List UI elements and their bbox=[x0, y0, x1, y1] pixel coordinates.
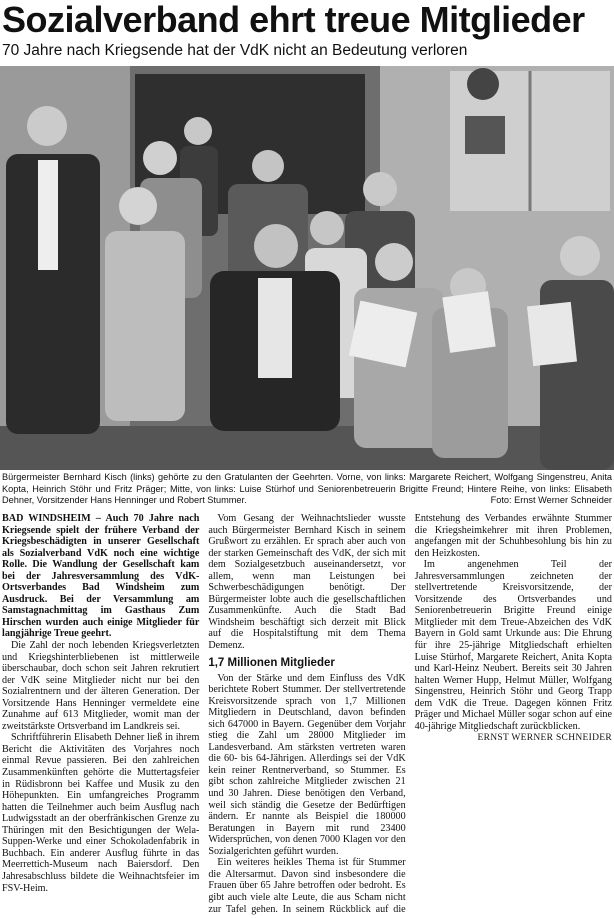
photo-credit: Foto: Ernst Werner Schneider bbox=[490, 495, 612, 505]
article-paragraph: Ein weiteres heikles Thema ist für Stummer die Altersarmut. Davon sind insbesondere die Frauen über 65 Jahre betroffen oder bedroht. Es gibt auch viele alte Leute, die aus Scham nicht zur Tafel gehen. In seinem Rückblick auf die Entstehung des Verbandes erwähnte Stummer die Kriegsheimkehrer mit ihren Problemen, angefangen mit der Schuhbesohlung bis hin zu den Heizkosten. bbox=[208, 513, 612, 915]
article-paragraph: Die Zahl der noch lebenden Kriegsverletzten und Kriegshinterbliebenen ist mittlerweile überschaubar, doch schon seit Jahren rekrutiert der VdK seine Mitglieder nicht nur bei den Sozialrentnern und der älteren Generation. Der Vorsitzende Hans Henninger vermeldete eine Zunahme auf 613 Mitglieder, womit man der zweitstärkste Ortsverband im Landkreis sei. bbox=[2, 640, 200, 732]
article-author: ERNST WERNER SCHNEIDER bbox=[477, 733, 612, 744]
caption-text: Bürgermeister Bernhard Kisch (links) gehörte zu den Gratulanten der Geehrten. Vorne, von links: Margarete Reichert, Wolfgang Singenstreu, Anita Kopta, Heinrich Stöhr und Fritz Präger; Mitte, von links: Luise Stürhof und Seniorenbetreuerin Brigitte Freund; Hintere Reihe, von links: Elisabeth Dehner, Vorsitzender Hans Henninger und Robert Stummer. bbox=[2, 472, 612, 505]
article-body bbox=[2, 513, 612, 916]
article-paragraph: Im angenehmen Teil der Jahresversammlungen zeichneten der stellvertretende Kreisvorsitzende, der Vorsitzende des Ortsverbandes und Seniorenbetreuerin Brigitte Freund einige Mitglieder mit dem Treue-Abzeichen des VdK Bayern in Gold samt Urkunde aus: Die Ehrung für ihre 25-jährige Mitgliedschaft erhielten Luise Stürhof, Margarete Reichert, Anita Kopta und Karl-Heinz Neubert. Bereits seit 30 Jahren halten Werner Hupp, Helmut Müller, Wolfgang Singenstreu, Heinrich Stöhr und Georg Trapp dem VdK die Treue. Dagegen können Fritz Präger und Michael Müller sogar schon auf eine 40-jährige Mitgliedschaft zurückblicken. bbox=[414, 559, 612, 732]
article-paragraph: Vom Gesang der Weihnachtslieder wusste auch Bürgermeister Bernhard Kisch in seinem Grußwort zu erzählen. Er sprach aber auch von der starken Gemeinschaft des VdK, der sich mit dem Sozialgesetzbuch auseinandersetzt, vor allem, wenn man Leistungen bei Schwerbeschädigungen benötigt. Der Bürgermeister lobte auch die gesellschaftlichen Zusammenkünfte. Auch die Stadt Bad Windsheim beschäftigt sich derzeit mit Blick auf die Hospitalstiftung mit dem Thema Demenz. bbox=[208, 513, 406, 652]
article-lead: BAD WINDSHEIM – Auch 70 Jahre nach Kriegsende spielt der frühere Verband der Kriegsbeschädigten in unserer Gesellschaft als Sozialverband VdK noch eine wichtige Rolle. Die Wandlung der Gesellschaft kam bei der Jahresversammlung des VdK-Ortsverbandes Bad Windsheim zum Ausdruck. Bei der Versammlung am Samstagnachmittag im Gasthaus Zum Hirschen wurden auch einige Mitglieder für langjährige Treue geehrt. bbox=[2, 513, 200, 640]
headline: Sozialverband ehrt treue Mitglieder bbox=[2, 0, 585, 40]
group-photo bbox=[0, 66, 614, 470]
article-subheading: 1,7 Millionen Mitglieder bbox=[208, 656, 335, 669]
article-paragraph: Schriftführerin Elisabeth Dehner ließ in ihrem Bericht die Aktivitäten des Vorjahres noch einmal Revue passieren. Bei den zahlreichen Zusammenkünften gehörte die Muttertagsfeier in Rüdisbronn bei Kaffee und Musik zu den Höhepunkten. Ein umfangreiches Programm hatten die Teilnehmer auch beim Ausflug nach Ludwigsstadt an der oberfränkischen Grenze zu Thüringen mit den Besichtigungen der Wela-Suppen-Werke und einer Schokoladenfabrik in Buchbach. Ein anderer Ausflug führte in das Meerrettich-Museum nach Baiersdorf. Den Jahresabschluss bildete die Weihnachtsfeier im FSV-Heim. bbox=[2, 732, 200, 894]
subheadline: 70 Jahre nach Kriegsende hat der VdK nicht an Bedeutung verloren bbox=[2, 42, 468, 59]
article-paragraph: Von der Stärke und dem Einfluss des VdK berichtete Robert Stummer. Der stellvertretende Kreisvorsitzende sprach von 1,7 Millionen Mitgliedern in Deutschland, davon befinden sich 647000 in Bayern. Gegenüber dem Vorjahr stieg die Zahl um 28000 Mitglieder im Landesverband. Am stärksten vertreten waren die 60- bis 64-Jährigen. Allerdings sei der VdK kein reiner Rentnerverband, so Stummer. Es gibt schon zahlreiche Mitglieder zwischen 21 und 30 Jahren. Diese benötigen den Verband, weil sich ständig die Gesetze der Bedürftigen ändern. Er nannte als Beispiel die 180000 Beratungen in Bayern mit rund 23400 Widersprüchen, von denen 7000 Klagen vor den Sozialgerichten geführt wurden. bbox=[208, 672, 406, 857]
photo-caption bbox=[2, 472, 612, 507]
